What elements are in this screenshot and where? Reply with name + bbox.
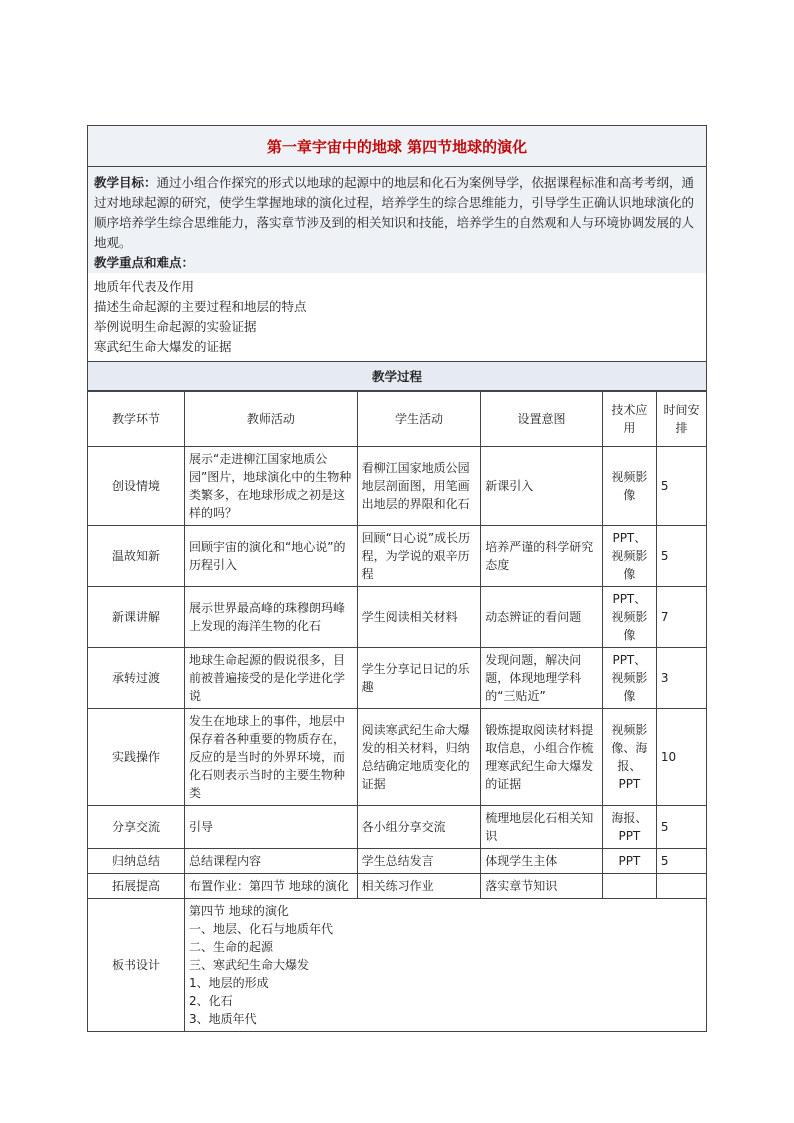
cell-time: 3 [656,648,706,709]
cell-stage: 拓展提高 [88,874,185,899]
table-row [88,447,707,526]
board-line: 2、化石 [189,994,233,1008]
cell-intent: 梳理地层化石相关知识 [481,806,603,849]
cell-student: 学生分享记日记的乐趣 [357,648,481,709]
cell-intent: 动态辨证的看问题 [481,587,603,648]
cell-tech: 视频影像 [602,447,656,526]
objectives-block [87,167,707,273]
objectives-text: 通过小组合作探究的形式以地球的起源中的地层和化石为案例导学，依据课程标准和高考考纲，通过对地球起源的研究，使学生掌握地球的演化过程，培养学生的综合思维能力，引导学生正确认识地球演化的顺序培养学生综合思维能力，落实章节涉及到的相关知识和技能，培养学生的自然观和人与环境协调发展的人地观。 [94,175,695,250]
cell-student: 回顾“日心说”成长历程，为学说的艰辛历程 [357,526,481,587]
objectives-paragraph [94,173,702,253]
key-point: 举例说明生命起源的实验证据 [94,319,257,334]
table-row [88,526,707,587]
cell-student: 学生阅读相关材料 [357,587,481,648]
board-design-row [88,899,707,1032]
key-point: 描述生命起源的主要过程和地层的特点 [94,299,307,314]
cell-teacher: 引导 [185,806,358,849]
cell-time: 5 [656,447,706,526]
header-student: 学生活动 [357,392,481,447]
cell-intent: 培养严谨的科学研究态度 [481,526,603,587]
board-design-content [185,899,707,1032]
cell-intent: 体现学生主体 [481,849,603,874]
cell-tech: PPT [602,849,656,874]
board-line: 1、地层的形成 [189,976,269,990]
cell-stage: 分享交流 [88,806,185,849]
cell-student: 阅读寒武纪生命大爆发的相关材料，归纳总结确定地质变化的证据 [357,709,481,806]
cell-time [656,874,706,899]
table-row [88,806,707,849]
cell-intent: 落实章节知识 [481,874,603,899]
board-line: 第四节 地球的演化 [189,904,289,918]
header-stage: 教学环节 [88,392,185,447]
cell-intent: 锻炼提取阅读材料提取信息，小组合作梳理寒武纪生命大爆发的证据 [481,709,603,806]
board-line: 二、生命的起源 [189,940,274,954]
table-row [88,587,707,648]
cell-teacher: 发生在地球上的事件，地层中保存着各种重要的物质存在，反应的是当时的外界环境，而化石则表示当时的主要生物种类 [185,709,358,806]
header-time: 时间安排 [656,392,706,447]
cell-time: 7 [656,587,706,648]
cell-time: 5 [656,849,706,874]
objectives-label: 教学目标： [94,175,157,190]
table-row [88,874,707,899]
cell-tech: 海报、PPT [602,806,656,849]
cell-teacher: 总结课程内容 [185,849,358,874]
cell-student: 看柳江国家地质公园地层剖面图，用笔画出地层的界限和化石 [357,447,481,526]
table-header-row [88,392,707,447]
cell-stage: 实践操作 [88,709,185,806]
cell-teacher: 展示世界最高峰的珠穆朗玛峰上发现的海洋生物的化石 [185,587,358,648]
cell-time: 10 [656,709,706,806]
key-points-list [87,273,707,361]
cell-teacher: 布置作业：第四节 地球的演化 [185,874,358,899]
board-line: 一、地层、化石与地质年代 [189,922,334,936]
keypoints-label: 教学重点和难点： [94,255,195,270]
cell-intent: 发现问题，解决问题，体现地理学科的“三贴近” [481,648,603,709]
section-header: 教学过程 [87,361,707,391]
cell-stage: 归纳总结 [88,849,185,874]
cell-stage: 创设情境 [88,447,185,526]
header-tech: 技术应用 [602,392,656,447]
table-row [88,709,707,806]
header-intent: 设置意图 [481,392,603,447]
key-point: 寒武纪生命大爆发的证据 [94,339,232,354]
cell-tech: PPT、视频影像 [602,648,656,709]
board-line: 3、地质年代 [189,1012,257,1026]
lesson-plan-document [87,125,707,1032]
table-row [88,648,707,709]
cell-student: 学生总结发言 [357,849,481,874]
cell-stage: 承转过渡 [88,648,185,709]
table-row [88,849,707,874]
board-line: 三、寒武纪生命大爆发 [189,958,310,972]
cell-tech: PPT、视频影像 [602,526,656,587]
cell-time: 5 [656,526,706,587]
teaching-process-table [87,391,707,1032]
header-teacher: 教师活动 [185,392,358,447]
cell-teacher: 地球生命起源的假说很多，目前被普遍接受的是化学进化学说 [185,648,358,709]
cell-stage: 新课讲解 [88,587,185,648]
cell-student: 各小组分享交流 [357,806,481,849]
cell-stage: 温故知新 [88,526,185,587]
cell-intent: 新课引入 [481,447,603,526]
cell-tech [602,874,656,899]
cell-tech: 视频影像、海报、PPT [602,709,656,806]
document-title: 第一章宇宙中的地球 第四节地球的演化 [87,125,707,167]
cell-student: 相关练习作业 [357,874,481,899]
cell-teacher: 展示“走进柳江国家地质公园”图片，地球演化中的生物种类繁多，在地球形成之初是这样的吗？ [185,447,358,526]
cell-teacher: 回顾宇宙的演化和“地心说”的历程引入 [185,526,358,587]
cell-time: 5 [656,806,706,849]
key-point: 地质年代表及作用 [94,279,195,294]
board-design-label: 板书设计 [88,899,185,1032]
cell-tech: PPT、视频影像 [602,587,656,648]
